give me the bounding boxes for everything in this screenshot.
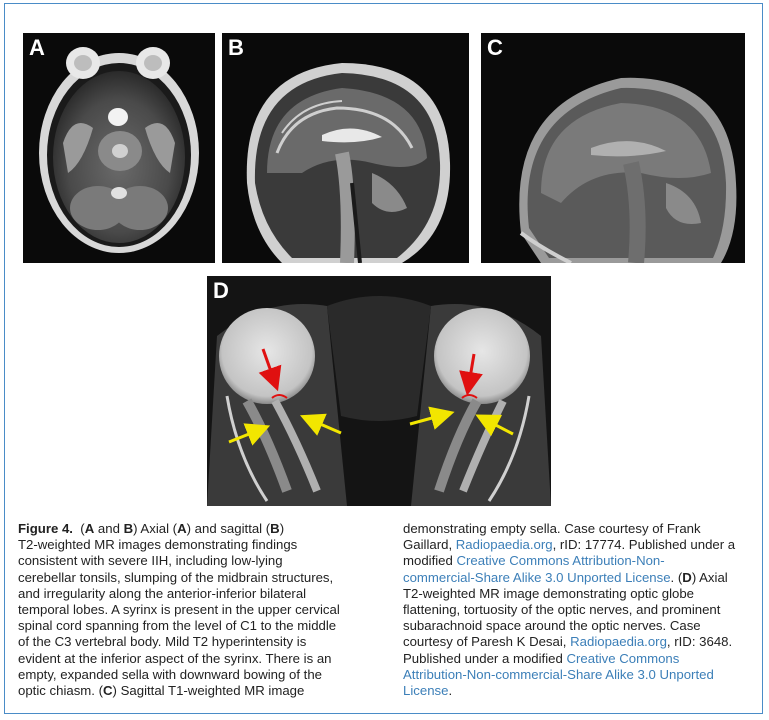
caption-line bbox=[403, 537, 753, 553]
figure-label: Figure 4. bbox=[18, 521, 73, 536]
caption-line bbox=[403, 570, 753, 586]
annotation-arrows bbox=[207, 276, 551, 506]
caption-line: T2-weighted MR image demonstrating optic globe bbox=[403, 585, 695, 601]
caption-text: ) and sagittal ( bbox=[186, 521, 271, 536]
caption-text: ( bbox=[80, 521, 85, 536]
license-link[interactable]: License bbox=[403, 683, 449, 699]
license-link[interactable]: Attribution-Non-commercial-Share Alike 3.0 Unported bbox=[403, 666, 714, 682]
red-arrow-left bbox=[263, 349, 274, 380]
caption-text: ) Axial bbox=[691, 569, 728, 585]
caption-text: and bbox=[94, 521, 124, 536]
panel-b-label: B bbox=[228, 35, 244, 60]
panel-a-axial-t2 bbox=[23, 33, 215, 263]
caption-line: consistent with severe IIH, including low-lying bbox=[18, 553, 283, 569]
caption-line bbox=[18, 521, 378, 537]
caption-line: of the C3 vertebral body. Mild T2 hyperintensity is bbox=[18, 634, 307, 650]
caption-line bbox=[403, 667, 753, 683]
caption-text: ) Axial ( bbox=[133, 521, 178, 536]
caption-text: modified bbox=[403, 553, 457, 569]
caption-line: and irregularity along the anterior-inferior bilateral bbox=[18, 585, 307, 601]
caption-text: , rID: 17774. Published under a bbox=[552, 537, 736, 553]
radiopaedia-link[interactable]: Radiopaedia.org bbox=[570, 634, 667, 650]
license-link[interactable]: commercial-Share Alike 3.0 Unported License bbox=[403, 569, 671, 585]
panel-c-sagittal-t1 bbox=[481, 33, 745, 263]
panel-ref: A bbox=[177, 521, 187, 536]
caption-text: . bbox=[448, 683, 453, 699]
yellow-arrow-left-2 bbox=[311, 420, 341, 433]
caption-text: optic chiasm. ( bbox=[18, 683, 104, 699]
caption-text: ) bbox=[279, 521, 285, 536]
panel-d-axial-orbits bbox=[207, 276, 551, 506]
panel-ref: B bbox=[123, 521, 134, 536]
panel-ref: B bbox=[270, 521, 280, 536]
caption-text: . ( bbox=[670, 569, 683, 585]
caption-line: subarachnoid space around the optic nerves. Case bbox=[403, 618, 701, 634]
caption-text: courtesy of Paresh K Desai, bbox=[403, 634, 571, 650]
caption-left-column bbox=[18, 521, 378, 699]
caption-line bbox=[403, 553, 753, 569]
caption-line: temporal lobes. A syrinx is present in the upper cervical bbox=[18, 602, 340, 618]
panel-ref: D bbox=[682, 569, 692, 585]
caption-line: demonstrating empty sella. Case courtesy of Frank bbox=[403, 521, 701, 536]
caption-line bbox=[403, 683, 753, 699]
license-link[interactable]: Creative Commons bbox=[566, 650, 680, 666]
caption-line: evident at the inferior aspect of the syrinx. There is an bbox=[18, 650, 332, 666]
red-arrow-right bbox=[469, 354, 474, 384]
caption-line bbox=[403, 651, 753, 667]
radiopaedia-link[interactable]: Radiopaedia.org bbox=[455, 537, 553, 553]
caption-text: Gaillard, bbox=[403, 537, 456, 553]
panel-a-label: A bbox=[29, 35, 45, 60]
caption-line: cerebellar tonsils, slumping of the midbrain structures, bbox=[18, 569, 334, 585]
caption-right-column bbox=[403, 521, 753, 699]
caption-line: empty, expanded sella with downward bowing of the bbox=[18, 666, 322, 682]
caption-line: T2-weighted MR images demonstrating findings bbox=[18, 537, 298, 553]
caption-text: ) Sagittal T1-weighted MR image bbox=[112, 683, 305, 699]
panel-b-sagittal-t2 bbox=[222, 33, 469, 263]
yellow-arrow-right-1 bbox=[410, 415, 443, 424]
caption-line bbox=[18, 683, 378, 699]
panel-ref: C bbox=[103, 683, 113, 699]
caption-line bbox=[403, 634, 753, 650]
caption-line: flattening, tortuosity of the optic nerves, and prominent bbox=[403, 602, 721, 618]
panel-d-label: D bbox=[213, 278, 229, 303]
caption-line: spinal cord spanning from the level of C1 to the middle bbox=[18, 618, 337, 634]
caption-text: , rID: 3648. bbox=[666, 634, 733, 650]
panel-ref: A bbox=[84, 521, 95, 536]
yellow-arrow-right-2 bbox=[486, 420, 513, 434]
caption-text: Published under a modified bbox=[403, 650, 567, 666]
yellow-arrow-left-1 bbox=[229, 430, 259, 442]
panel-c-label: C bbox=[487, 35, 503, 60]
license-link[interactable]: Creative Commons Attribution-Non- bbox=[456, 553, 665, 569]
